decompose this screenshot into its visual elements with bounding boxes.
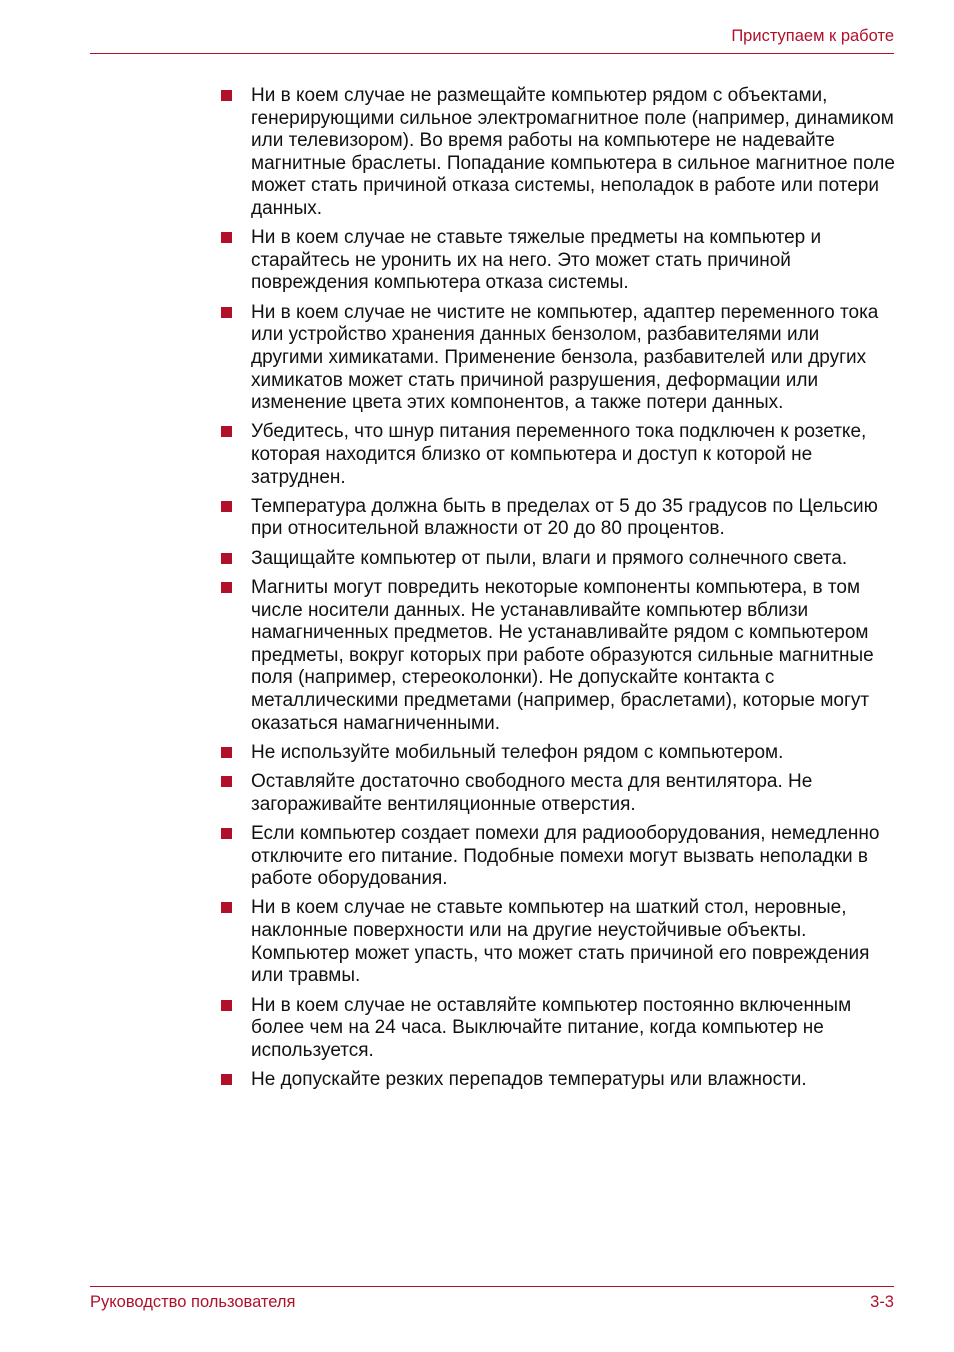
list-item-text: Защищайте компьютер от пыли, влаги и прямого солнечного света. (251, 547, 848, 569)
list-item-text: Ни в коем случае не размещайте компьютер рядом с объектами, генерирующими сильное электромагнитное поле (например, динамиком или телевизором). Во время работы на компьютере не надевайте магнитные браслеты. Попадание компьютера в сильное магнитное поле может стать причиной отказа системы, неполадок в работе или потери данных. (251, 85, 895, 219)
list-item-text: Не допускайте резких перепадов температуры или влажности. (251, 1069, 807, 1090)
square-bullet-icon (221, 582, 232, 593)
safety-bullet-list (220, 85, 896, 1098)
square-bullet-icon (221, 307, 232, 318)
list-item-text: Убедитесь, что шнур питания переменного тока подключен к розетке, которая находится близко от компьютера и доступ к которой не затруднен. (251, 421, 867, 488)
square-bullet-icon (221, 553, 232, 564)
square-bullet-icon (221, 1074, 232, 1085)
list-item (220, 496, 896, 541)
list-item (220, 995, 896, 1063)
list-item (220, 548, 896, 571)
square-bullet-icon (221, 426, 232, 437)
square-bullet-icon (221, 828, 232, 839)
footer-divider (90, 1286, 894, 1287)
list-item-text: Ни в коем случае не чистите не компьютер, адаптер переменного тока или устройство хранения данных бензолом, разбавителями или другими химикатами. Применение бензола, разбавителей или других химикатов может стать причиной разрушения, деформации или изменение цвета этих компонентов, а также потери данных. (251, 301, 879, 414)
square-bullet-icon (221, 1000, 232, 1011)
square-bullet-icon (221, 747, 232, 758)
page-header-title: Приступаем к работе (731, 27, 894, 45)
list-item (220, 742, 896, 765)
list-item (220, 577, 896, 735)
header-divider (90, 53, 894, 54)
square-bullet-icon (221, 776, 232, 787)
list-item-text: Магниты могут повредить некоторые компоненты компьютера, в том числе носители данных. Не устанавливайте компьютер вблизи намагниченных предметов. Не устанавливайте рядом с компьютером предметы, вокруг которых при работе образуются сильные магнитные поля (например, стереоколонки). Не допускайте контакта с металлическими предметами (например, браслетами), которые могут оказаться намагниченными. (251, 577, 874, 734)
list-item-text: Температура должна быть в пределах от 5 до 35 градусов по Цельсию при относительной влажности от 20 до 80 процентов. (251, 495, 878, 540)
square-bullet-icon (221, 902, 232, 913)
list-item (220, 302, 896, 415)
square-bullet-icon (221, 90, 232, 101)
list-item (220, 85, 896, 221)
list-item-text: Оставляйте достаточно свободного места для вентилятора. Не загораживайте вентиляционные отверстия. (251, 771, 813, 815)
list-item-text: Ни в коем случае не ставьте тяжелые предметы на компьютер и старайтесь не уронить их на него. Это может стать причиной повреждения компьютера отказа системы. (251, 227, 822, 294)
list-item (220, 897, 896, 987)
list-item (220, 771, 896, 816)
square-bullet-icon (221, 232, 232, 243)
square-bullet-icon (221, 501, 232, 512)
list-item (220, 421, 896, 489)
list-item-text: Ни в коем случае не ставьте компьютер на шаткий стол, неровные, наклонные поверхности или на другие неустойчивые объекты. Компьютер может упасть, что может стать причиной его повреждения или травмы. (251, 897, 870, 987)
page-number: 3-3 (870, 1293, 894, 1311)
list-item (220, 227, 896, 295)
list-item-text: Не используйте мобильный телефон рядом с компьютером. (251, 741, 784, 763)
list-item (220, 1069, 896, 1092)
list-item-text: Если компьютер создает помехи для радиооборудования, немедленно отключите его питание. Подобные помехи могут вызвать неполадки в работе оборудования. (251, 823, 880, 890)
list-item-text: Ни в коем случае не оставляйте компьютер постоянно включенным более чем на 24 часа. Выключайте питание, когда компьютер не используется. (251, 994, 852, 1061)
footer-manual-title: Руководство пользователя (90, 1293, 296, 1311)
list-item (220, 823, 896, 891)
